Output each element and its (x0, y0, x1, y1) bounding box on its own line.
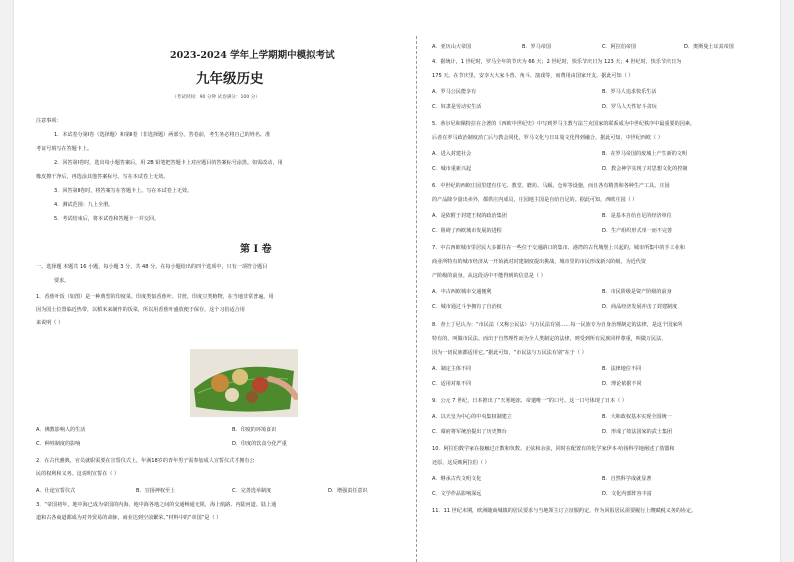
option-b[interactable]: B．宣扬神权至上 (136, 488, 176, 494)
option-b[interactable]: B．罗马人追求快乐生活 (602, 89, 657, 95)
note-line: 2．回答第Ⅰ卷时，选出每小题答案后，用 2B 铅笔把答题卡上对应题目的答案标号涂黑。如需改动，用 (54, 160, 283, 166)
question-line: 后者在罗马政治制度消亡后与教会同化，罗马文化与日耳曼文化得到融合。据此可知，中世纪西欧（ ） (432, 135, 663, 141)
option-c[interactable]: C．种姓制度的影响 (36, 441, 81, 447)
question-line: 产阶级的前身。从这段话中不能得到的信息是（ ） (432, 273, 546, 279)
exam-page (14, 0, 780, 562)
option-d[interactable]: D．理论依据不同 (602, 381, 642, 387)
option-a[interactable]: A．制定主体不同 (432, 366, 472, 372)
note-line: 橡皮擦干净后，再选涂其他答案标号。写在本试卷上无效。 (36, 174, 169, 180)
question-line: 道和古各商道都成为对外贸易的命脉，商业达到空前繁荣。”材料中的“帝国”是（ ） (36, 515, 222, 521)
option-a[interactable]: A．继承古代文明文化 (432, 476, 482, 482)
notes-heading: 注意事项： (36, 118, 62, 124)
exam-title: 2023-2024 学年上学期期中模拟考试 (170, 50, 335, 61)
option-b[interactable]: B．自然科学成就显著 (602, 476, 652, 482)
option-c[interactable]: C．幕府将军统治提出了历史舞台 (432, 429, 507, 435)
question-line: 还原，这反映阿拉伯（ ） (432, 460, 490, 466)
note-line: 4．测试范围：九上全册。 (54, 202, 114, 208)
section-title: 第 Ⅰ 卷 (240, 244, 272, 255)
option-c[interactable]: C．阿拉伯帝国 (602, 44, 637, 50)
question-line: 1．香蕉叶饭（如图）是一种典型的印度菜。印度类似香蕉叶、甘蔗，印度豆类植物，在当地非常普遍。用 (36, 294, 274, 300)
question-line: 7．中古西欧城市里居民大多都住在一些位于交通路口的集市、港湾的古代城堡上兴起的。城市所集中的手工业和 (432, 245, 685, 251)
option-c[interactable]: C．阻碍了西欧城市发展的进程 (432, 228, 502, 234)
note-line: 1．本试卷分第Ⅰ卷（选择题）和第Ⅱ卷（非选择题）两部分。答卷前，考生务必将自己的姓名、准 (54, 132, 271, 138)
option-c[interactable]: C．完善选举制度 (232, 488, 272, 494)
option-d[interactable]: D．教会神学实现了对思想文化的控制 (602, 166, 688, 172)
column-divider (416, 36, 417, 562)
option-a[interactable]: A．进入封建社会 (432, 151, 472, 157)
option-c[interactable]: C．奴隶是劳动实生活 (432, 104, 482, 110)
option-a[interactable]: A．仕途宣誓仪式 (36, 488, 76, 494)
option-a[interactable]: A．中古西欧城市交通便利 (432, 289, 492, 295)
option-b[interactable]: B．大和政权基本实现全国统一 (602, 414, 672, 420)
exam-subject: 九年级历史 (196, 71, 264, 87)
option-d[interactable]: D．奥斯曼土耳其帝国 (684, 44, 734, 50)
question-line: 来说明（ ） (36, 320, 64, 326)
question-line: 民的权利和义务。这说明宣誓在（ ） (36, 471, 120, 477)
question-line: 8．查士丁尼认为：“市民法（又称公民法）与万民法有别……每一民族专为自身治理制定的法律，是这个国家所 (432, 322, 683, 328)
question-line: 6．中世纪的西欧庄园里建有住宅、教堂、磨坊、马厩、仓库等设施，而且各有精善和各种生产工具。庄园 (432, 183, 670, 189)
question-line: 9．公元 7 世纪，日本推出了“天寒地冻，帝遣唯一”的口号。这一口号体现了日本（ ） (432, 398, 627, 404)
option-d[interactable]: D．生产组织形式单一而不完善 (602, 228, 673, 234)
question-line: 的产品除少量出卖外，都供庄内成员，庄园地主国是自给自足的。据此可知，西欧庄园（ ） (432, 197, 638, 203)
option-c[interactable]: C．城市通过斗争拥有了自治权 (432, 304, 502, 310)
option-a[interactable]: A．以天皇为中心的中央集权制建立 (432, 414, 512, 420)
note-line: 考证号填写在答题卡上。 (36, 146, 93, 152)
section-instruction: 要求。 (54, 278, 70, 284)
option-c[interactable]: C．适用对象不同 (432, 381, 472, 387)
option-d[interactable]: D．商品经济发展冲击了封建制度 (602, 304, 678, 310)
option-a[interactable]: A．亚历山大帝国 (432, 44, 472, 50)
note-line: 5．考试结束后，将本试卷和答题卡一并交回。 (54, 216, 160, 222)
option-c[interactable]: C．文学作品影响深远 (432, 491, 482, 497)
question-line: 因为一切民族都适用它。”据此可知，“市民法与万民法有别”在于（ ） (432, 350, 587, 356)
option-a[interactable]: A．是依附于封建王权的政治集团 (432, 213, 507, 219)
option-b[interactable]: B．市民阶级是资产阶级的前身 (602, 289, 672, 295)
option-d[interactable]: D．增强责任意识 (328, 488, 368, 494)
exam-meta: （考试时间：90 分钟 试卷满分：100 分） (172, 95, 260, 100)
question-line: 175 天。在节庆里，安享大大家斗兽、角斗、演戏等，而费用由国家开支。据此可知（ ） (432, 73, 634, 79)
option-d[interactable]: D．罗马人天性好斗贪玩 (602, 104, 657, 110)
question-line: 11．11 世纪末期，欧洲随商城镇的居民要求与当地领主订立征服约定，作为回报居民需要履行上缴赋税义务的协定。 (432, 508, 697, 514)
option-c[interactable]: C．城市重新兴起 (432, 166, 472, 172)
option-b[interactable]: B．是基本自给自足的经济单位 (602, 213, 672, 219)
question-line: 商业所特有的城市经济从一开始就对封建制度提出挑战，城市里的市民形成新兴阶级，为近代资 (432, 259, 646, 265)
option-b[interactable]: B．罗马帝国 (522, 44, 551, 50)
option-b[interactable]: B．在罗马帝国的废墟上产生新的文明 (602, 151, 687, 157)
question-line: 4．据统计，1 世纪时，罗马全年的节庆为 66 天；2 世纪时，快乐节庆日为 123 天；4 世纪时，快乐节庆日为 (432, 59, 682, 65)
question-line: 10．阿拉伯数学家在接触过正数和负数、正弦和余弦，同时在配置有的化学家伊本·哈扬科学地阐述了蒸馏和 (432, 446, 675, 452)
option-d[interactable]: D．文化内部阵容丰富 (602, 491, 652, 497)
option-b[interactable]: B．法律地位不同 (602, 366, 642, 372)
option-d[interactable]: D．印度的饮食分化严重 (232, 441, 287, 447)
question-line: 因为国土位置临近热带，以稻米来制作的饭菜，所以用香蕉叶盛放便于保存。这个习俗适合用 (36, 307, 245, 313)
option-d[interactable]: D．形成了效法国家的武士集团 (602, 429, 673, 435)
question-line: 特有的，叫做市民法。而出于自然理性而为全人类制定的法律，则受到所有民族同样尊重，叫做万民法， (432, 336, 667, 342)
option-a[interactable]: A．佛教影响人的生活 (36, 427, 86, 433)
section-instruction: 一、选择题 本题共 16 小题，每小题 3 分，共 48 分。在每小题给出的四个选项中，只有一项符合题目 (36, 264, 268, 270)
question-line: 3．“帝国初年，地中海已成为帝国的内海，地中海各地之间的交通畅通无阻，海上航路、内陆河道、陆上通 (36, 502, 277, 508)
option-b[interactable]: B．印度的环境食识 (232, 427, 277, 433)
question-line: 5．蒂尔尼和佩特拉在合著的《西欧中世纪史》中写到罗马主教与法兰克国家的联系成为中世纪秩序中最重要的因素。 (432, 121, 696, 127)
note-line: 3．回答第Ⅱ卷时，将答案写在答题卡上。写在本试卷上无效。 (54, 188, 193, 194)
option-a[interactable]: A．罗马公民能享有 (432, 89, 477, 95)
banana-leaf-rice-photo (190, 349, 298, 417)
question-line: 2．在古代雅典，官员就职需要在宣誓仪式上，年满18岁的青年男子需参加成人宣誓仪式才拥有公 (36, 458, 255, 464)
